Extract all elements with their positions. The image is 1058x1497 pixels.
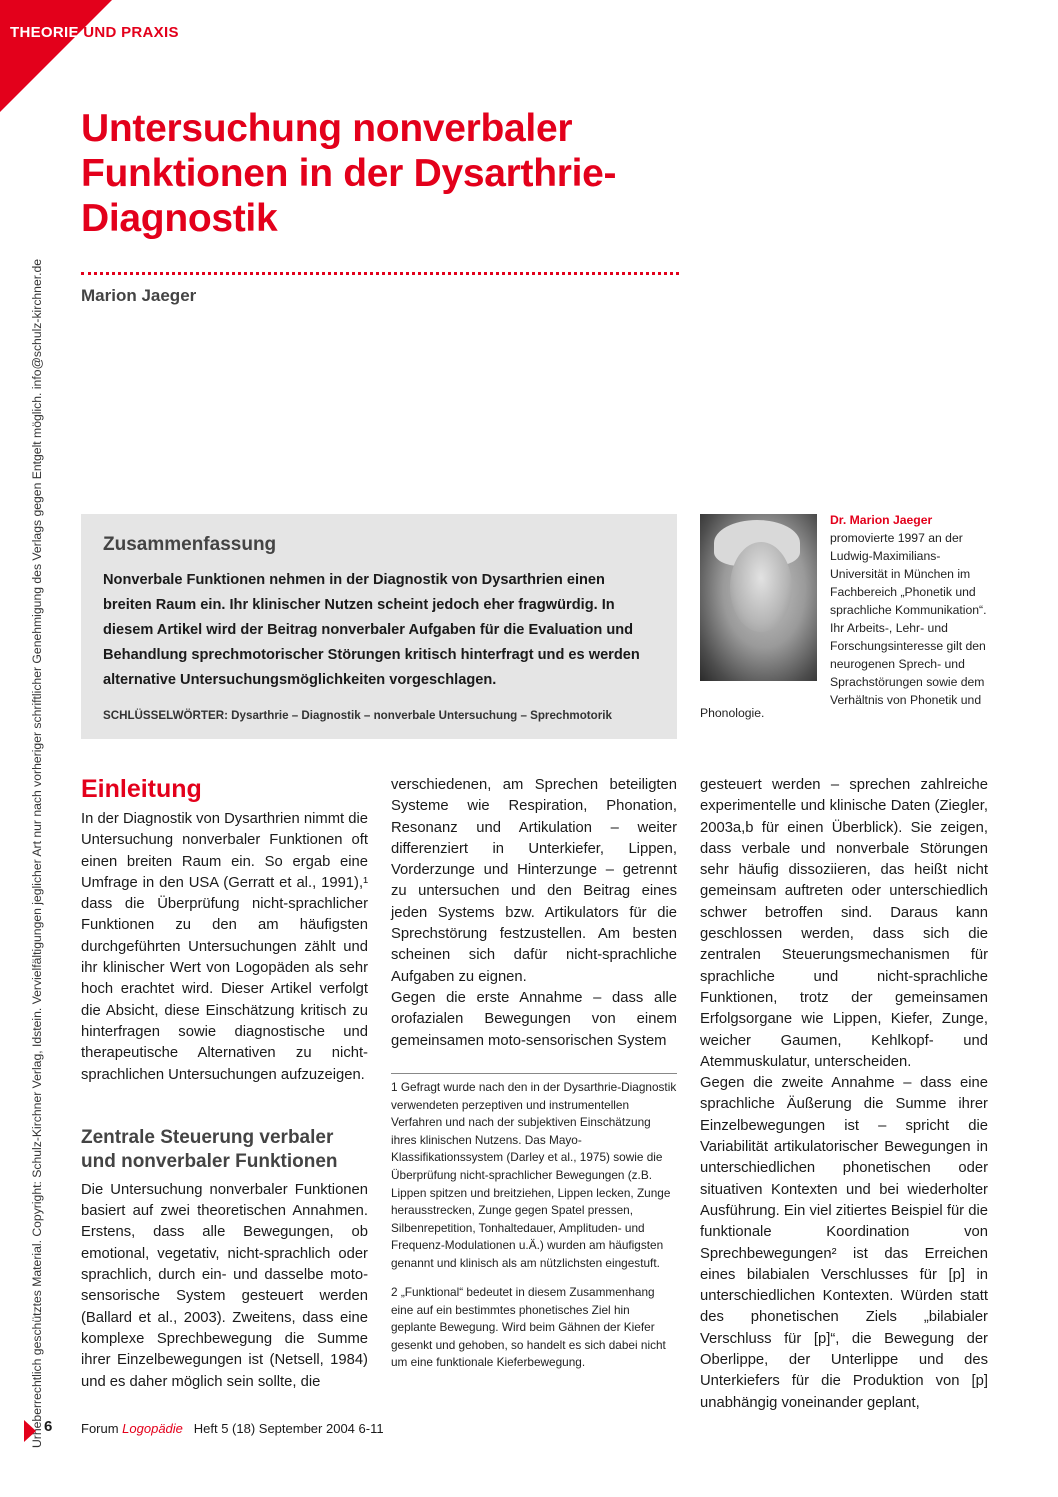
title-divider — [81, 272, 679, 275]
journal-name: Logopädie — [122, 1421, 183, 1436]
abstract-heading: Zusammenfassung — [103, 534, 277, 555]
intro-paragraph: In der Diagnostik von Dysarthrien nimmt die Untersuchung nonverbaler Funktionen oft einen breiten Raum ein. So ergab eine Umfrage in den USA (Gerratt et al., 1991),¹ dass die Überprüfung nicht-sprachlicher Funktionen zu den am häufigsten durchgeführten Untersuchungen zählt und ihr klinischer Wert von Logopäden als sehr hoch erachtet wird. Dieser Artikel verfolgt die Absicht, diese Einschätzung kritisch zu hinterfragen sowie diagnostische und therapeutische Alternativen zu nicht-sprachlichen Untersuchungen aufzuzeigen. — [81, 811, 369, 1083]
col2-paragraph-1: verschiedenen, am Sprechen beteiligten Systeme wie Respiration, Phonation, Resonanz und Artikulation – weiter differenziert in Unterkiefer, Lippen, Vorderzunge und Hinterzunge – getrennt zu untersuchen und den Beitrag eines jeden Systems bzw. Artikulators für die Sprechstörung festzustellen. Am besten scheinen sich dafür nicht-sprachliche Aufgaben zu eignen. — [391, 777, 677, 985]
author-bio — [830, 511, 990, 709]
copyright-note: Urheberrechtlich geschütztes Material. Copyright: Schulz-Kirchner Verlag, Idstein. Vervielfältigungen jeglicher Art nur nach vorheriger schriftlicher Genehmigung des Verlags gegen Entgelt möglich. info@schulz-kirchner.de — [30, 258, 44, 1448]
column-1 — [81, 773, 368, 1393]
abstract-text: Nonverbale Funktionen nehmen in der Diagnostik von Dysarthrien einen breiten Raum ein. Ihr klinischer Nutzen scheint jedoch eher fragwürdig. In diesem Artikel wird der Beitrag nonverbaler Aufgaben für die Evaluation und Behandlung sprechmotorischer Störungen kritisch hinterfragt und es werden alternative Untersuchungsmöglichkeiten vorgeschlagen. — [103, 572, 640, 688]
journal-prefix: Forum — [81, 1421, 123, 1436]
section-tag-red: UND PRAXIS — [78, 24, 179, 41]
page-arrow-icon — [24, 1420, 36, 1442]
subheading-steuerung: Zentrale Steuerung verbaler und nonverbaler Funktionen — [81, 1126, 338, 1172]
col3-paragraph-2: Gegen die zweite Annahme – dass eine sprachliche Äußerung die Summe ihrer Einzelbewegungen ist – spricht die Variabilität artikulatorischer Bewegungen in unterschiedlichen phonetischen oder situativen Kontexten und bei wiederholter Ausführung. Ein viel zitiertes Beispiel für die funktionale Koordination von Sprechbewegungen² ist das Erreichen eines bilabialen Verschlusses für [p] in unterschiedlichen Kontexten. Würden statt des phonetischen Ziels „bilabialer Verschluss für [p]“, die Bewegung der Oberlippe, der Unterlippe und des Unterkiefers für die Produktion von [p] unabhängig voneinander geplant, — [700, 1075, 988, 1411]
footnote-rule — [391, 1073, 677, 1074]
author-portrait-icon — [700, 514, 817, 681]
bio-name: Dr. Marion Jaeger — [830, 513, 933, 527]
abstract-box — [81, 514, 677, 739]
page-number: 6 — [44, 1418, 53, 1435]
footnote-1: 1 Gefragt wurde nach den in der Dysarthrie-Diagnostik verwendeten perzeptiven und instrumentellen Verfahren und nach der subjektiven Einschätzung ihres klinischen Nutzens. Das Mayo-Klassifikationssystem (Darley et al., 1975) sowie die Überprüfung nicht-sprachlicher Bewegungen (z.B. Lippen spitzen und breitziehen, Lippen lecken, Zunge herausstrecken, Zunge gegen Spatel pressen, Silbenrepetition, Tonhaltedauer, Amplituden- und Frequenz-Modulationen u.Ä.) wurden am häufigsten genannt und klinisch als am nützlichsten eingestuft. — [391, 1080, 677, 1270]
bio-tail: Phonologie. — [700, 706, 765, 720]
section-tag — [10, 24, 179, 41]
keywords: SCHLÜSSELWÖRTER: Dysarthrie – Diagnostik – nonverbale Untersuchung – Sprechmotorik — [103, 709, 612, 722]
journal-issue: Heft 5 (18) September 2004 6-11 — [193, 1421, 384, 1436]
section-tag-white: THEORIE — [10, 24, 79, 41]
portrait-face — [730, 542, 792, 632]
author-name: Marion Jaeger — [81, 286, 197, 305]
heading-einleitung: Einleitung — [81, 775, 202, 803]
column-2 — [391, 775, 677, 1052]
corner-triangle — [0, 0, 112, 112]
footnote-2: 2 „Funktional“ bedeutet in diesem Zusammenhang eine auf ein bestimmtes phonetisches Ziel hin geplante Bewegung. Wird beim Gähnen der Kiefer gesenkt und gehoben, so handelt es sich dabei nicht um eine funktionale Kieferbewegung. — [391, 1285, 666, 1370]
journal-line — [81, 1421, 384, 1436]
col2-paragraph-2: Gegen die erste Annahme – dass alle orofazialen Bewegungen von einem gemeinsamen moto-sensorischen System — [391, 989, 677, 1049]
steuerung-paragraph: Die Untersuchung nonverbaler Funktionen basiert auf zwei theoretischen Annahmen. Erstens, dass alle Bewegungen, ob emotional, vegetativ, nicht-sprachlich oder sprachlich, durch ein- und dasselbe moto-sensorische System gesteuert werden (Ballard et al., 2003). Zweitens, dass eine komplexe Sprechbewegung die Summe ihrer Einzelbewegungen ist (Netsell, 1984) und es daher möglich sein sollte, die — [81, 1181, 368, 1390]
article-title: Untersuchung nonverbaler Funktionen in der Dysarthrie-Diagnostik — [81, 107, 617, 240]
column-3 — [700, 775, 988, 1414]
bio-text: promovierte 1997 an der Ludwig-Maximilians-Universität in München im Fachbereich „Phonetik und sprachliche Kommunikation“. Ihr Arbeits-, Lehr- und Forschungsinteresse gilt den neurogenen Sprech- und Sprachstörungen sowie dem Verhältnis von Phonetik und — [830, 531, 987, 707]
col3-paragraph-1: gesteuert werden – sprechen zahlreiche experimentelle und klinische Daten (Ziegler, 2003a,b für einen Überblick). Sie zeigen, dass verbale und nonverbale Störungen sehr häufig dissoziieren, das heißt nicht gemeinsam auftreten oder unterschiedlich schwer betroffen sind. Daraus kann geschlossen werden, dass sich die zentralen Steuerungsmechanismen für sprachliche und nicht-sprachliche Funktionen, trotz der gemeinsamen Erfolgsorgane wie Lippen, Kiefer, Zunge, weicher Gaumen, Kehlkopf- und Atemmuskulatur, unterscheiden. — [700, 777, 988, 1070]
